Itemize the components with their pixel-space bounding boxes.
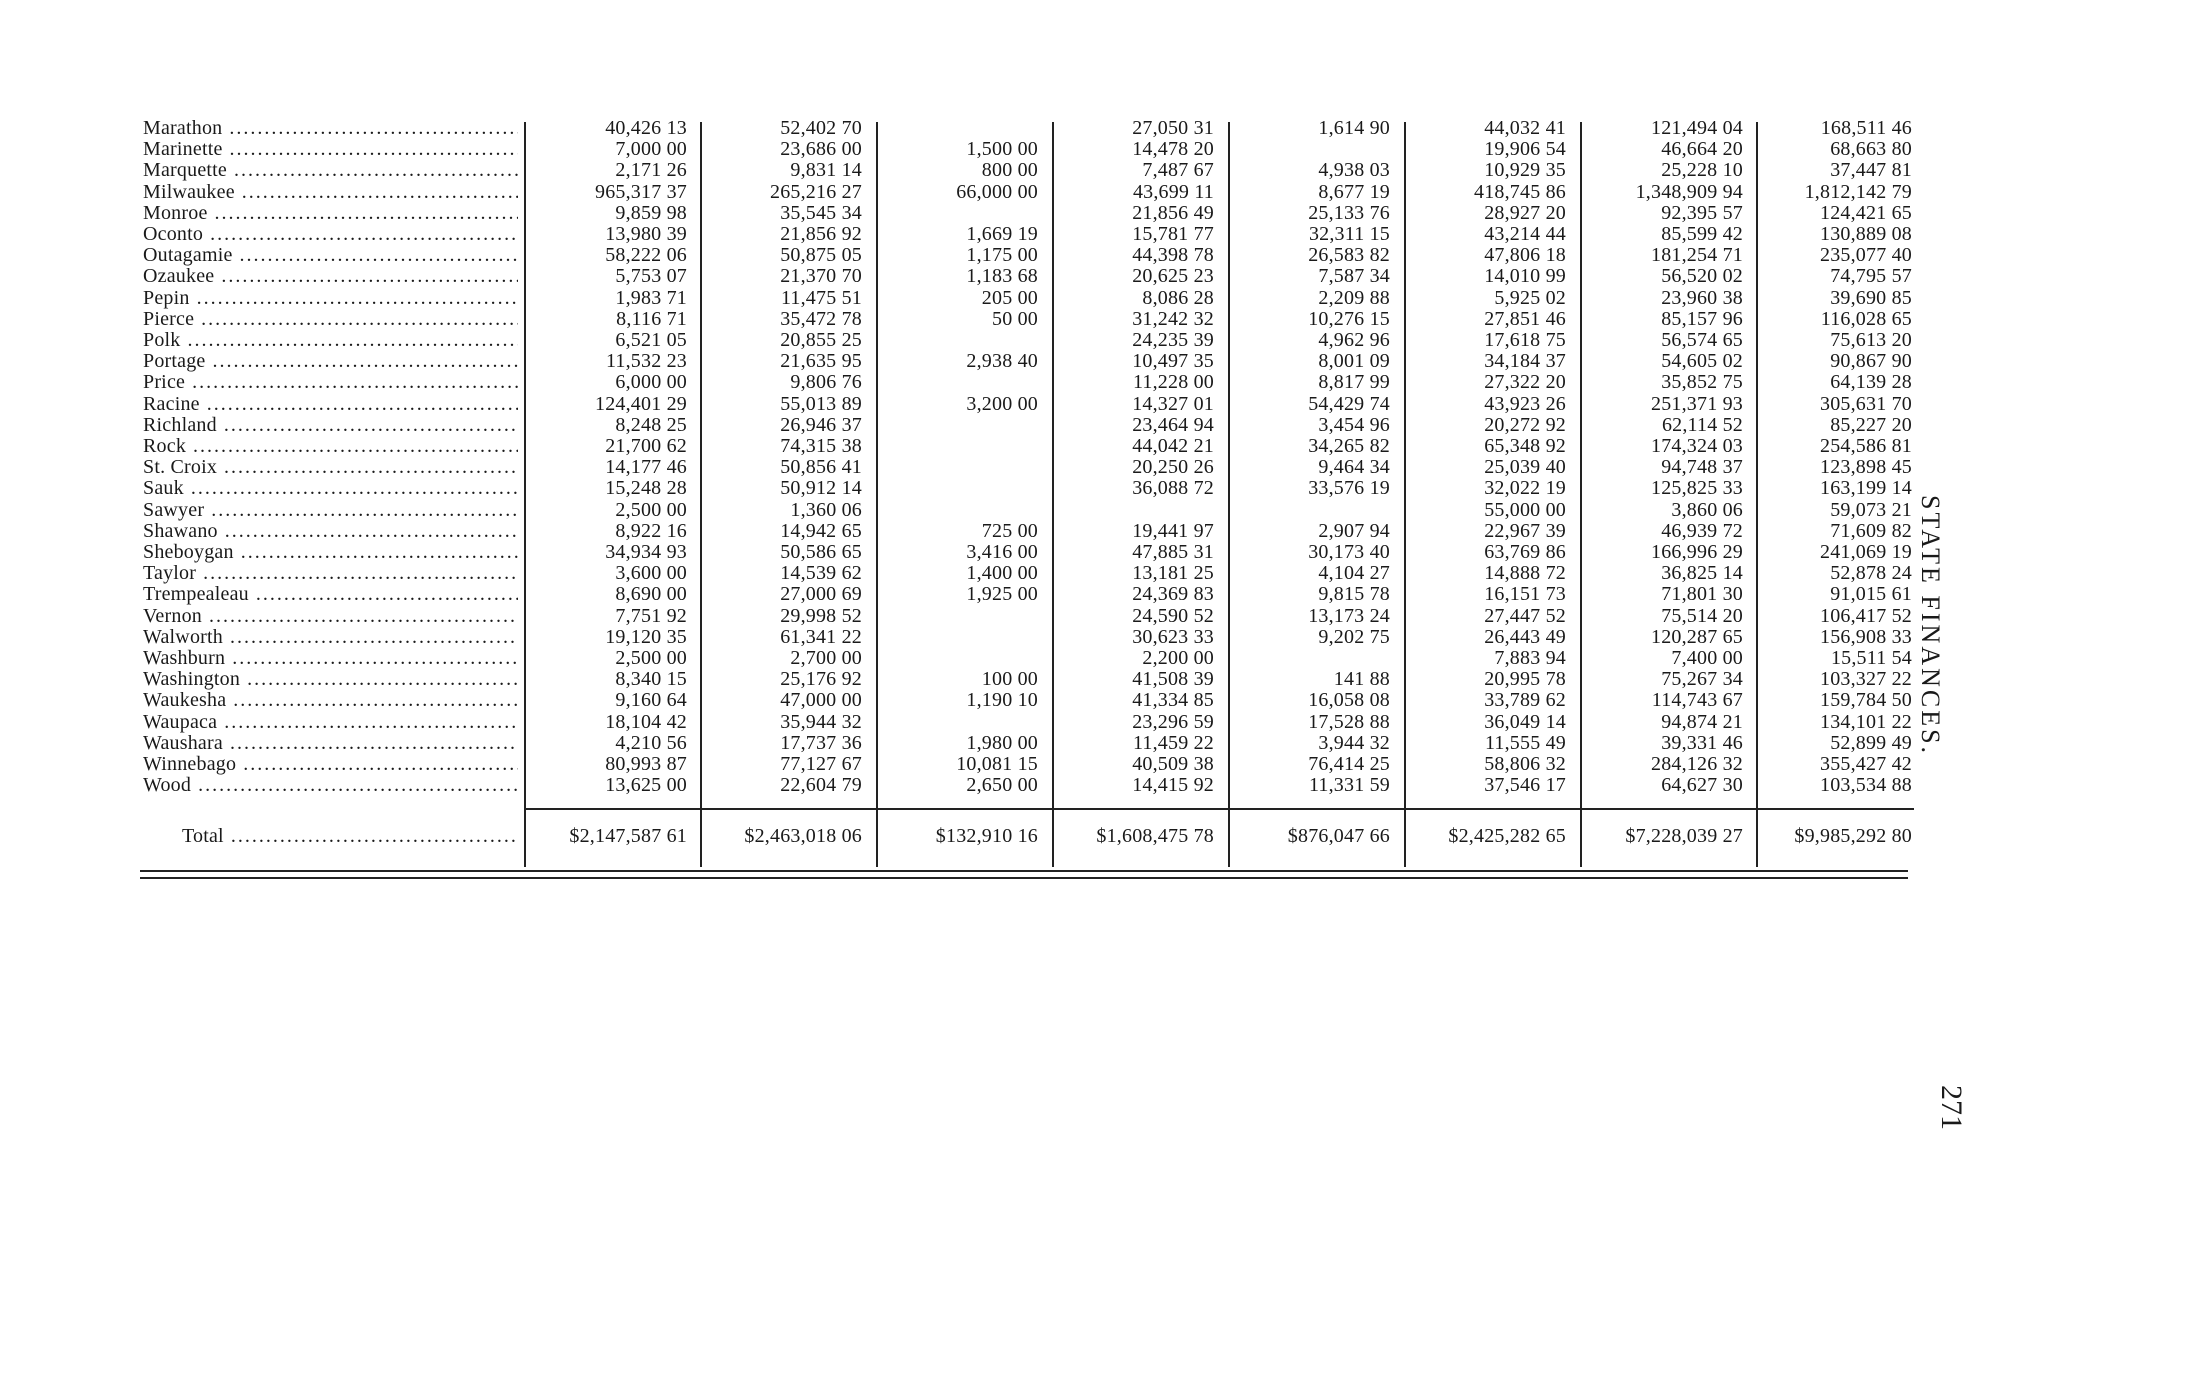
value-cell: 37,546 17 xyxy=(1484,774,1566,797)
county-name: Richland ..... xyxy=(143,415,518,436)
county-name: Marquette ..... xyxy=(143,160,518,181)
value-cell: 8,086 28 xyxy=(1142,286,1214,309)
county-name: Monroe ..... xyxy=(143,203,518,224)
total-value: $132,910 16 xyxy=(935,825,1038,847)
value-cell: 68,663 80 xyxy=(1830,138,1912,161)
county-name: Waupaca ..... xyxy=(143,712,518,733)
value-cell: 8,340 15 xyxy=(615,668,687,691)
value-cell: 52,899 49 xyxy=(1830,731,1912,754)
value-cell: 2,500 00 xyxy=(615,498,687,521)
value-cell: 44,042 21 xyxy=(1132,435,1214,457)
value-cell: 116,028 65 xyxy=(1820,307,1912,330)
value-cell: 66,000 00 xyxy=(956,180,1038,203)
value-cell: 134,101 22 xyxy=(1820,710,1912,733)
value-cell: 2,500 00 xyxy=(615,647,687,669)
value-cell: 24,590 52 xyxy=(1132,604,1214,627)
value-cell: 44,398 78 xyxy=(1132,244,1214,267)
value-cell: 30,173 40 xyxy=(1308,541,1390,563)
value-cell: 7,751 92 xyxy=(615,604,687,627)
value-cell: 156,908 33 xyxy=(1820,625,1912,648)
value-cell: 23,960 38 xyxy=(1661,286,1743,309)
value-cell: 8,817 99 xyxy=(1318,371,1390,394)
value-cell: 1,500 00 xyxy=(966,138,1038,161)
value-cell: 14,888 72 xyxy=(1484,562,1566,585)
value-cell: 6,000 00 xyxy=(615,371,687,394)
total-value: $1,608,475 78 xyxy=(1096,825,1214,847)
value-cell: 241,069 19 xyxy=(1820,541,1912,563)
value-cell: 47,885 31 xyxy=(1132,541,1214,563)
value-cell: 44,032 41 xyxy=(1484,117,1566,139)
page-number: 271 xyxy=(1935,1085,1968,1130)
value-cell: 1,348,909 94 xyxy=(1635,180,1743,203)
value-cell: 19,906 54 xyxy=(1484,138,1566,161)
value-cell: 41,334 85 xyxy=(1132,689,1214,712)
value-cell: 52,878 24 xyxy=(1830,562,1912,585)
total-value: $7,228,039 27 xyxy=(1625,825,1743,847)
value-cell: 106,417 52 xyxy=(1820,604,1912,627)
value-cell: 16,058 08 xyxy=(1308,689,1390,712)
value-cell: 91,015 61 xyxy=(1830,583,1912,606)
value-cell: 24,369 83 xyxy=(1132,583,1214,606)
county-name: Sauk ..... xyxy=(143,478,518,499)
value-cell: 4,104 27 xyxy=(1318,562,1390,585)
value-cell: 27,050 31 xyxy=(1132,117,1214,139)
value-cell: 85,599 42 xyxy=(1661,223,1743,245)
value-cell: 64,139 28 xyxy=(1830,371,1912,394)
bottom-rule xyxy=(140,870,1908,872)
value-cell: 2,209 88 xyxy=(1318,286,1390,309)
county-name: Marathon ..... xyxy=(143,118,518,139)
value-cell: 14,010 99 xyxy=(1484,265,1566,288)
county-name: Pierce ..... xyxy=(143,309,518,330)
value-cell: 43,214 44 xyxy=(1484,223,1566,245)
value-cell: 8,677 19 xyxy=(1318,180,1390,203)
value-cell: 4,962 96 xyxy=(1318,329,1390,351)
value-cell: 32,022 19 xyxy=(1484,477,1566,500)
county-name: Polk ..... xyxy=(143,330,518,351)
value-cell: 11,331 59 xyxy=(1308,774,1390,797)
value-cell: 35,944 32 xyxy=(780,710,862,733)
value-cell: 50,856 41 xyxy=(780,456,862,479)
value-cell: 50,586 65 xyxy=(780,541,862,563)
value-cell: 251,371 93 xyxy=(1651,392,1743,415)
value-cell: 26,946 37 xyxy=(780,413,862,436)
county-name: Trempealeau ..... xyxy=(143,584,518,605)
value-cell: 3,454 96 xyxy=(1318,413,1390,436)
value-cell: 9,831 14 xyxy=(790,159,862,182)
value-cell: 92,395 57 xyxy=(1661,201,1743,224)
value-cell: 21,370 70 xyxy=(780,265,862,288)
value-cell: 2,907 94 xyxy=(1318,519,1390,542)
running-head: STATE FINANCES. xyxy=(1916,495,1945,757)
value-cell: 63,769 86 xyxy=(1484,541,1566,563)
value-cell: 103,534 88 xyxy=(1820,774,1912,797)
value-cell: 58,806 32 xyxy=(1484,753,1566,775)
value-cell: 80,993 87 xyxy=(605,753,687,775)
value-cell: 10,276 15 xyxy=(1308,307,1390,330)
value-cell: 114,743 67 xyxy=(1651,689,1743,712)
value-cell: 27,447 52 xyxy=(1484,604,1566,627)
value-cell: 355,427 42 xyxy=(1820,753,1912,775)
county-name: Wood ..... xyxy=(143,775,518,796)
value-cell: 800 00 xyxy=(981,159,1038,182)
value-cell: 39,690 85 xyxy=(1830,286,1912,309)
value-cell: 35,852 75 xyxy=(1661,371,1743,394)
county-name: Sawyer ..... xyxy=(143,500,518,521)
value-cell: 7,000 00 xyxy=(615,138,687,161)
value-cell: 18,104 42 xyxy=(605,710,687,733)
value-cell: 20,272 92 xyxy=(1484,413,1566,436)
value-cell: 11,459 22 xyxy=(1132,731,1214,754)
value-cell: 10,929 35 xyxy=(1484,159,1566,182)
county-name: Marinette ..... xyxy=(143,139,518,160)
value-cell: 25,133 76 xyxy=(1308,201,1390,224)
county-name: Pepin ..... xyxy=(143,288,518,309)
value-cell: 4,938 03 xyxy=(1318,159,1390,182)
value-cell: 130,889 08 xyxy=(1820,223,1912,245)
column-rule xyxy=(700,122,702,867)
value-cell: 11,228 00 xyxy=(1132,371,1214,394)
value-cell: 3,600 00 xyxy=(615,562,687,585)
county-name: Rock ..... xyxy=(143,436,518,457)
column-rule xyxy=(1404,122,1406,867)
value-cell: 16,151 73 xyxy=(1484,583,1566,606)
value-cell: 14,478 20 xyxy=(1132,138,1214,161)
value-cell: 29,998 52 xyxy=(780,604,862,627)
value-cell: 2,200 00 xyxy=(1142,647,1214,669)
value-cell: 26,583 82 xyxy=(1308,244,1390,267)
county-name: Shawano ..... xyxy=(143,521,518,542)
county-name: St. Croix ..... xyxy=(143,457,518,478)
value-cell: 3,860 06 xyxy=(1671,498,1743,521)
value-cell: 25,176 92 xyxy=(780,668,862,691)
value-cell: 9,464 34 xyxy=(1318,456,1390,479)
value-cell: 166,996 29 xyxy=(1651,541,1743,563)
value-cell: 43,923 26 xyxy=(1484,392,1566,415)
value-cell: 14,539 62 xyxy=(780,562,862,585)
value-cell: 168,511 46 xyxy=(1820,117,1912,139)
county-name: Oconto ..... xyxy=(143,224,518,245)
value-cell: 1,183 68 xyxy=(966,265,1038,288)
value-cell: 8,116 71 xyxy=(616,307,687,330)
value-cell: 37,447 81 xyxy=(1830,159,1912,182)
value-cell: 100 00 xyxy=(981,668,1038,691)
value-cell: 20,855 25 xyxy=(780,329,862,351)
value-cell: 22,604 79 xyxy=(780,774,862,797)
value-cell: 21,700 62 xyxy=(605,435,687,457)
value-cell: 254,586 81 xyxy=(1820,435,1912,457)
bottom-rule xyxy=(140,877,1908,879)
value-cell: 35,472 78 xyxy=(780,307,862,330)
value-cell: 27,000 69 xyxy=(780,583,862,606)
value-cell: 17,528 88 xyxy=(1308,710,1390,733)
value-cell: 65,348 92 xyxy=(1484,435,1566,457)
value-cell: 54,605 02 xyxy=(1661,350,1743,373)
value-cell: 9,859 98 xyxy=(615,201,687,224)
value-cell: 141 88 xyxy=(1333,668,1390,691)
value-cell: 77,127 67 xyxy=(780,753,862,775)
value-cell: 94,874 21 xyxy=(1661,710,1743,733)
value-cell: 123,898 45 xyxy=(1820,456,1912,479)
value-cell: 14,327 01 xyxy=(1132,392,1214,415)
county-name: Portage ..... xyxy=(143,351,518,372)
column-rule xyxy=(1052,122,1054,867)
value-cell: 124,421 65 xyxy=(1820,201,1912,224)
value-cell: 21,635 95 xyxy=(780,350,862,373)
value-cell: 30,623 33 xyxy=(1132,625,1214,648)
total-value: $2,463,018 06 xyxy=(744,825,862,847)
county-name: Milwaukee ..... xyxy=(143,182,518,203)
value-cell: 85,227 20 xyxy=(1830,413,1912,436)
value-cell: 71,801 30 xyxy=(1661,583,1743,606)
county-name: Ozaukee ..... xyxy=(143,266,518,287)
value-cell: 7,487 67 xyxy=(1142,159,1214,182)
value-cell: 121,494 04 xyxy=(1651,117,1743,139)
value-cell: 418,745 86 xyxy=(1474,180,1566,203)
county-name: Outagamie ..... xyxy=(143,245,518,266)
value-cell: 46,939 72 xyxy=(1661,519,1743,542)
value-cell: 235,077 40 xyxy=(1820,244,1912,267)
value-cell: 14,177 46 xyxy=(605,456,687,479)
value-cell: 1,669 19 xyxy=(966,223,1038,245)
value-cell: 25,228 10 xyxy=(1661,159,1743,182)
value-cell: 3,944 32 xyxy=(1318,731,1390,754)
value-cell: 9,806 76 xyxy=(790,371,862,394)
value-cell: 13,181 25 xyxy=(1132,562,1214,585)
value-cell: 2,700 00 xyxy=(790,647,862,669)
value-cell: 64,627 30 xyxy=(1661,774,1743,797)
value-cell: 7,587 34 xyxy=(1318,265,1390,288)
value-cell: 1,812,142 79 xyxy=(1804,180,1912,203)
value-cell: 5,925 02 xyxy=(1494,286,1566,309)
value-cell: 71,609 82 xyxy=(1830,519,1912,542)
value-cell: 13,980 39 xyxy=(605,223,687,245)
value-cell: 52,402 70 xyxy=(780,117,862,139)
value-cell: 22,967 39 xyxy=(1484,519,1566,542)
total-value: $2,147,587 61 xyxy=(569,825,687,847)
county-name: Washburn ..... xyxy=(143,648,518,669)
value-cell: 125,825 33 xyxy=(1651,477,1743,500)
value-cell: 27,851 46 xyxy=(1484,307,1566,330)
value-cell: 17,737 36 xyxy=(780,731,862,754)
value-cell: 284,126 32 xyxy=(1651,753,1743,775)
value-cell: 62,114 52 xyxy=(1661,413,1743,436)
value-cell: 13,625 00 xyxy=(605,774,687,797)
value-cell: 74,795 57 xyxy=(1830,265,1912,288)
value-cell: 27,322 20 xyxy=(1484,371,1566,394)
value-cell: 28,927 20 xyxy=(1484,201,1566,224)
county-name: Winnebago ..... xyxy=(143,754,518,775)
value-cell: 47,806 18 xyxy=(1484,244,1566,267)
total-value: $9,985,292 80 xyxy=(1794,825,1912,847)
value-cell: 19,441 97 xyxy=(1132,519,1214,542)
value-cell: 25,039 40 xyxy=(1484,456,1566,479)
value-cell: 7,883 94 xyxy=(1494,647,1566,669)
value-cell: 9,202 75 xyxy=(1318,625,1390,648)
value-cell: 4,210 56 xyxy=(615,731,687,754)
value-cell: 40,426 13 xyxy=(605,117,687,139)
total-value: $876,047 66 xyxy=(1287,825,1390,847)
value-cell: 59,073 21 xyxy=(1830,498,1912,521)
value-cell: 124,401 29 xyxy=(595,392,687,415)
value-cell: 2,938 40 xyxy=(966,350,1038,373)
value-cell: 23,686 00 xyxy=(780,138,862,161)
total-label: Total ..... xyxy=(182,826,518,847)
value-cell: 5,753 07 xyxy=(615,265,687,288)
value-cell: 56,574 65 xyxy=(1661,329,1743,351)
value-cell: 74,315 38 xyxy=(780,435,862,457)
column-rule xyxy=(1756,122,1758,867)
column-rule xyxy=(524,122,526,867)
value-cell: 11,532 23 xyxy=(605,350,687,373)
value-cell: 85,157 96 xyxy=(1661,307,1743,330)
value-cell: 3,200 00 xyxy=(966,392,1038,415)
value-cell: 75,267 34 xyxy=(1661,668,1743,691)
value-cell: 14,942 65 xyxy=(780,519,862,542)
value-cell: 36,088 72 xyxy=(1132,477,1214,500)
value-cell: 34,184 37 xyxy=(1484,350,1566,373)
value-cell: 56,520 02 xyxy=(1661,265,1743,288)
county-name: Waukesha ..... xyxy=(143,690,518,711)
value-cell: 11,475 51 xyxy=(780,286,862,309)
value-cell: 2,171 26 xyxy=(615,159,687,182)
value-cell: 1,980 00 xyxy=(966,731,1038,754)
value-cell: 61,341 22 xyxy=(780,625,862,648)
column-rule xyxy=(1228,122,1230,867)
value-cell: 8,690 00 xyxy=(615,583,687,606)
value-cell: 34,265 82 xyxy=(1308,435,1390,457)
column-rule xyxy=(1580,122,1582,867)
value-cell: 3,416 00 xyxy=(966,541,1038,563)
column-rule xyxy=(876,122,878,867)
value-cell: 1,360 06 xyxy=(790,498,862,521)
value-cell: 33,789 62 xyxy=(1484,689,1566,712)
value-cell: 19,120 35 xyxy=(605,625,687,648)
value-cell: 50,875 05 xyxy=(780,244,862,267)
value-cell: 159,784 50 xyxy=(1820,689,1912,712)
value-cell: 23,296 59 xyxy=(1132,710,1214,733)
value-cell: 10,081 15 xyxy=(956,753,1038,775)
value-cell: 50 00 xyxy=(992,307,1038,330)
value-cell: 20,625 23 xyxy=(1132,265,1214,288)
value-cell: 26,443 49 xyxy=(1484,625,1566,648)
value-cell: 36,049 14 xyxy=(1484,710,1566,733)
county-name: Price ..... xyxy=(143,372,518,393)
value-cell: 94,748 37 xyxy=(1661,456,1743,479)
value-cell: 1,983 71 xyxy=(615,286,687,309)
value-cell: 1,175 00 xyxy=(966,244,1038,267)
value-cell: 75,514 20 xyxy=(1661,604,1743,627)
value-cell: 14,415 92 xyxy=(1132,774,1214,797)
county-name: Sheboygan ..... xyxy=(143,542,518,563)
value-cell: 90,867 90 xyxy=(1830,350,1912,373)
value-cell: 36,825 14 xyxy=(1661,562,1743,585)
value-cell: 21,856 49 xyxy=(1132,201,1214,224)
value-cell: 31,242 32 xyxy=(1132,307,1214,330)
county-name: Racine ..... xyxy=(143,394,518,415)
value-cell: 305,631 70 xyxy=(1820,392,1912,415)
value-cell: 8,001 09 xyxy=(1318,350,1390,373)
value-cell: 9,160 64 xyxy=(615,689,687,712)
value-cell: 15,248 28 xyxy=(605,477,687,500)
value-cell: 21,856 92 xyxy=(780,223,862,245)
value-cell: 103,327 22 xyxy=(1820,668,1912,691)
value-cell: 46,664 20 xyxy=(1661,138,1743,161)
value-cell: 47,000 00 xyxy=(780,689,862,712)
value-cell: 6,521 05 xyxy=(615,329,687,351)
value-cell: 58,222 06 xyxy=(605,244,687,267)
value-cell: 17,618 75 xyxy=(1484,329,1566,351)
value-cell: 20,995 78 xyxy=(1484,668,1566,691)
county-name: Vernon ..... xyxy=(143,606,518,627)
value-cell: 75,613 20 xyxy=(1830,329,1912,351)
value-cell: 181,254 71 xyxy=(1651,244,1743,267)
value-cell: 50,912 14 xyxy=(780,477,862,500)
value-cell: 10,497 35 xyxy=(1132,350,1214,373)
value-cell: 1,190 10 xyxy=(966,689,1038,712)
value-cell: 54,429 74 xyxy=(1308,392,1390,415)
value-cell: 163,199 14 xyxy=(1820,477,1912,500)
value-cell: 265,216 27 xyxy=(770,180,862,203)
value-cell: 55,000 00 xyxy=(1484,498,1566,521)
value-cell: 13,173 24 xyxy=(1308,604,1390,627)
value-cell: 8,922 16 xyxy=(615,519,687,542)
value-cell: 76,414 25 xyxy=(1308,753,1390,775)
value-cell: 34,934 93 xyxy=(605,541,687,563)
value-cell: 20,250 26 xyxy=(1132,456,1214,479)
value-cell: 9,815 78 xyxy=(1318,583,1390,606)
value-cell: 725 00 xyxy=(981,519,1038,542)
value-cell: 174,324 03 xyxy=(1651,435,1743,457)
value-cell: 120,287 65 xyxy=(1651,625,1743,648)
value-cell: 1,925 00 xyxy=(966,583,1038,606)
value-cell: 32,311 15 xyxy=(1308,223,1390,245)
value-cell: 39,331 46 xyxy=(1661,731,1743,754)
value-cell: 2,650 00 xyxy=(966,774,1038,797)
county-name: Taylor ..... xyxy=(143,563,518,584)
county-name: Waushara ..... xyxy=(143,733,518,754)
value-cell: 43,699 11 xyxy=(1132,180,1214,203)
value-cell: 23,464 94 xyxy=(1132,413,1214,436)
value-cell: 1,400 00 xyxy=(966,562,1038,585)
value-cell: 11,555 49 xyxy=(1484,731,1566,754)
subtotal-rule xyxy=(524,808,1914,810)
value-cell: 24,235 39 xyxy=(1132,329,1214,351)
total-value: $2,425,282 65 xyxy=(1448,825,1566,847)
value-cell: 15,781 77 xyxy=(1132,223,1214,245)
value-cell: 7,400 00 xyxy=(1671,647,1743,669)
county-name: Walworth ..... xyxy=(143,627,518,648)
value-cell: 965,317 37 xyxy=(595,180,687,203)
value-cell: 40,509 38 xyxy=(1132,753,1214,775)
value-cell: 8,248 25 xyxy=(615,413,687,436)
county-name: Washington ..... xyxy=(143,669,518,690)
value-cell: 15,511 54 xyxy=(1830,647,1912,669)
value-cell: 55,013 89 xyxy=(780,392,862,415)
value-cell: 1,614 90 xyxy=(1318,117,1390,139)
value-cell: 205 00 xyxy=(981,286,1038,309)
value-cell: 35,545 34 xyxy=(780,201,862,224)
value-cell: 41,508 39 xyxy=(1132,668,1214,691)
value-cell: 33,576 19 xyxy=(1308,477,1390,500)
